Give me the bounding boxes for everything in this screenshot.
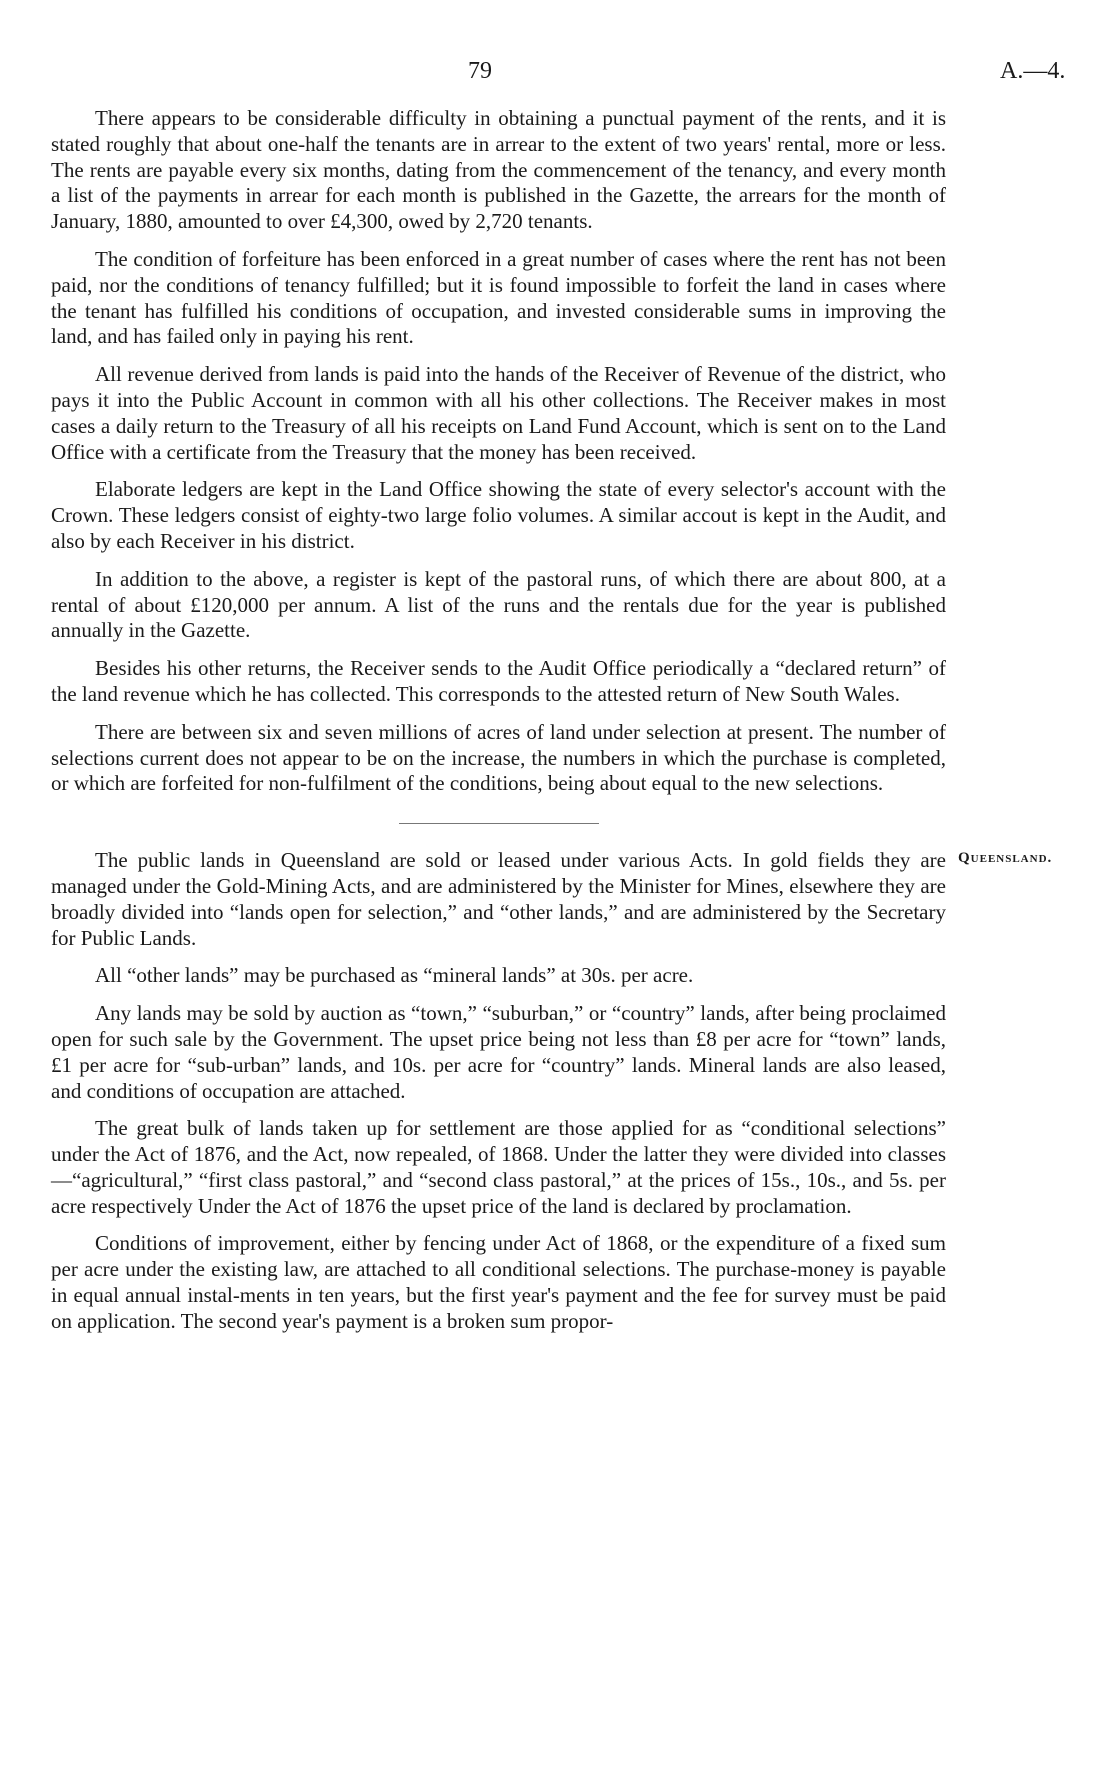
paragraph: All “other lands” may be purchased as “mineral lands” at 30s. per acre. (95, 963, 694, 988)
document-reference: A.—4. (1000, 58, 1066, 84)
paragraph: Conditions of improvement, either by fencing under Act of 1868, or the expenditure of a fixed sum per acre under the existing law, are attached to all conditional selections. The purchase-money is payable in equal annual instal-ments in ten years, but the first year's payment and the fee for survey must be paid on application. The second year's payment is a broken sum propor- (51, 1231, 946, 1333)
page-header (0, 58, 1114, 88)
paragraph: In addition to the above, a register is kept of the pastoral runs, of which there are about 800, at a rental of about £120,000 per annum. A list of the runs and the rentals due for the year is published annually in the Gazette. (51, 566, 946, 643)
paragraph: The condition of forfeiture has been enforced in a great number of cases where the rent has not been paid, nor the conditions of tenancy fulfilled; but it is found impossible to forfeit the land in cases where the tenant has fulfilled his conditions of occupation, and invested considerable sums in improving the land, and has failed only in paying his rent. (51, 246, 946, 349)
paragraph: There are between six and seven millions of acres of land under selection at present. The number of selections current does not appear to be on the increase, the numbers in which the purchase is completed, or which are forfeited for non-fulfilment of the conditions, being about equal to the new selections. (51, 719, 946, 796)
paragraph: Besides his other returns, the Receiver sends to the Audit Office periodically a “declared return” of the land revenue which he has collected. This corresponds to the attested return of New South Wales. (51, 656, 946, 706)
paragraph: The public lands in Queensland are sold or leased under various Acts. In gold fields they are managed under the Gold-Mining Acts, and are administered by the Minister for Mines, elsewhere they are broadly divided into “lands open for selection,” and “other lands,” and are administered by the Secretary for Public Lands. (51, 848, 946, 950)
page-number: 79 (468, 58, 492, 84)
paragraph: All revenue derived from lands is paid into the hands of the Receiver of Revenue of the district, who pays it into the Public Account in common with all his other collections. The Receiver makes in most cases a daily return to the Treasury of all his receipts on Land Fund Account, which is sent on to the Land Office with a certificate from the Treasury that the money has been received. (51, 362, 946, 464)
paragraph: There appears to be considerable difficulty in obtaining a punctual payment of the rents, and it is stated roughly that about one-half the tenants are in arrear to the extent of two years' rental, more or less. The rents are payable every six months, dating from the commencement of the tenancy, and every month a list of the payments in arrear for each month is published in the Gazette, the arrears for the month of January, 1880, amounted to over £4,300, owed by 2,720 tenants. (51, 106, 946, 234)
section-queensland (51, 848, 1053, 1335)
paragraph: Any lands may be sold by auction as “town,” “suburban,” or “country” lands, after being proclaimed open for such sale by the Government. The upset price being not less than £8 per acre for “town” lands, £1 per acre for “sub-urban” lands, and 10s. per acre for “country” lands. Mineral lands are also leased, and conditions of occupation are attached. (51, 1001, 946, 1103)
section-continued (51, 106, 946, 797)
paragraph: The great bulk of lands taken up for settlement are those applied for as “conditional selections” under the Act of 1876, and the Act, now repealed, of 1868. Under the latter they were divided into classes—“agricultural,” “first class pastoral,” and “second class pastoral,” at the prices of 15s., 10s., and 5s. per acre respectively Under the Act of 1876 the upset price of the land is declared by proclamation. (51, 1116, 946, 1218)
paragraph: Elaborate ledgers are kept in the Land Office showing the state of every selector's account with the Crown. These ledgers consist of eighty-two large folio volumes. A similar accout is kept in the Audit, and also by each Receiver in his district. (51, 477, 946, 553)
margin-note-queensland: Queensland. (958, 850, 1053, 867)
section-divider (399, 823, 599, 824)
text-column (51, 106, 1053, 1347)
